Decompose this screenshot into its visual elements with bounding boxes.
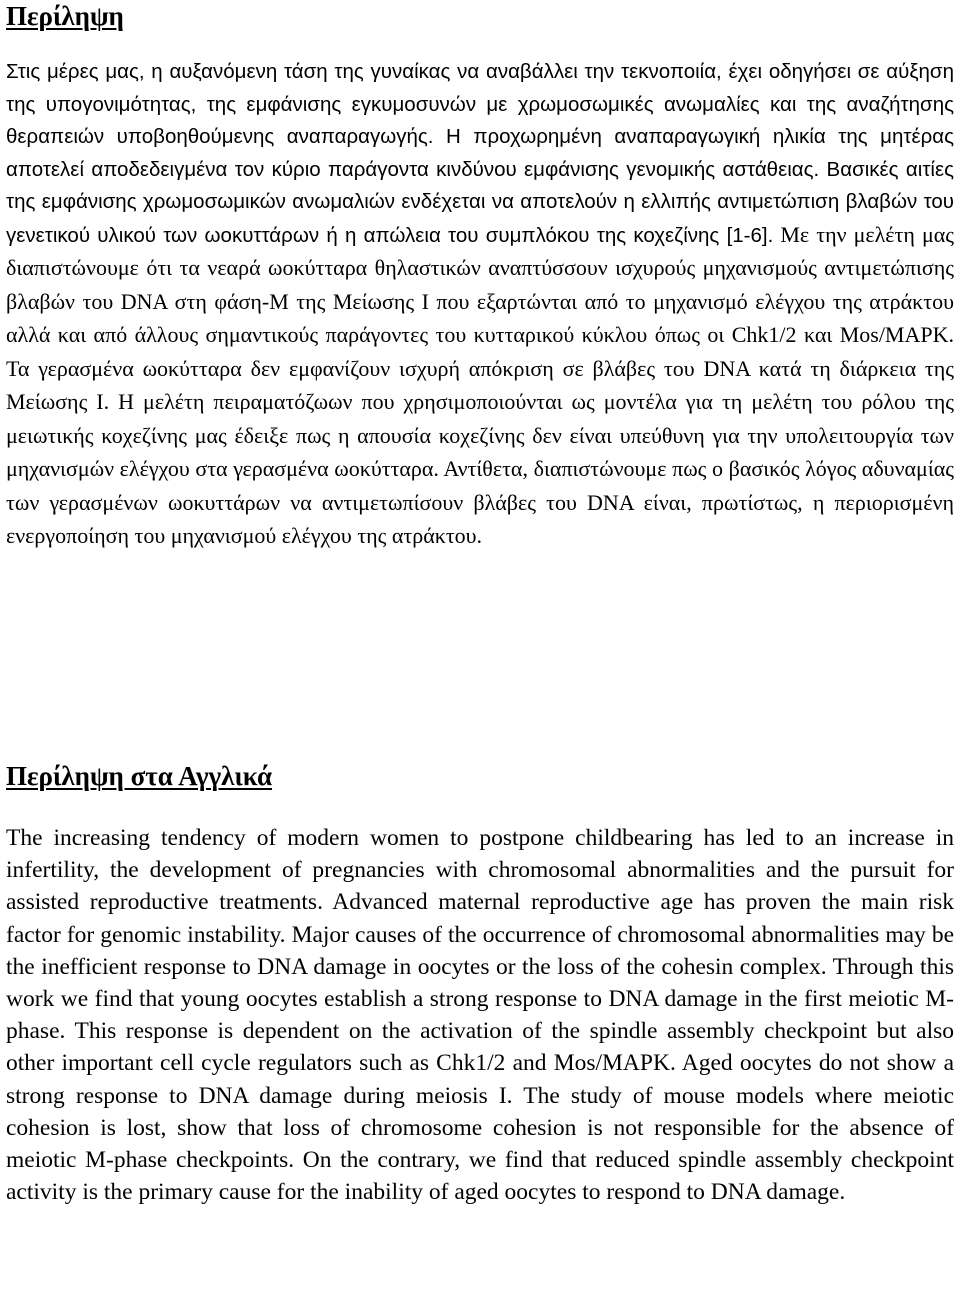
greek-abstract-text-sans: Στις μέρες μας, η αυξανόμενη τάση της γυναίκας να αναβάλλει την τεκνοποιία, έχει οδηγήσει σε αύξηση της υπογονιμότητας, της εμφάνισης εγκυμοσυνών με χρωμοσωμικές ανωμαλίες και της αναζήτησης θεραπειών υποβοηθούμενης αναπαραγωγής. Η προχωρημένη αναπαραγωγική ηλικία της μητέρας αποτελεί αποδεδειγμένα τον κύριο παράγοντα κινδύνου εμφάνισης γενομικής αστάθειας. Βασικές αιτίες της εμφάνισης χρωμοσωμικών ανωμαλιών ενδέχεται να αποτελούν η ελλιπής αντιμετώπιση βλαβών του γενετικού υλικού των ωοκυττάρων ή η απώλεια του συμπλόκου της κοχεζίνης [1-6]. xyxy=(6,60,954,247)
english-abstract-heading: Περίληψη στα Αγγλικά xyxy=(6,761,273,791)
english-abstract-paragraph: The increasing tendency of modern women to postpone childbearing has led to an increase in infertility, the development of pregnancies with chromosomal abnormalities and the pursuit for assisted reproductive treatments. Advanced maternal reproductive age has proven the main risk factor for genomic instability. Major causes of the occurrence of chromosomal abnormalities may be the inefficient response to DNA damage in oocytes or the loss of the cohesin complex. Through this work we find that young oocytes establish a strong response to DNA damage in the first meiotic M-phase. This response is dependent on the activation of the spindle assembly checkpoint but also other important cell cycle regulators such as Chk1/2 and Mos/MAPK. Aged oocytes do not show a strong response to DNA damage during meiosis I. The study of mouse models where meiotic cohesion is lost, show that loss of chromosome cohesion is not responsible for the absence of meiotic M-phase checkpoints. On the contrary, we find that reduced spindle assembly checkpoint activity is the primary cause for the inability of aged oocytes to respond to DNA damage. xyxy=(6,825,954,1206)
greek-abstract-text-serif: Με την μελέτη μας διαπιστώνουμε ότι τα νεαρά ωοκύτταρα θηλαστικών αναπτύσσουν ισχυρούς μηχανισμούς αντιμετώπισης βλαβών του DNA στη φάση-Μ της Μείωσης Ι που εξαρτώνται από το μηχανισμό ελέγχου της ατράκτου αλλά και από άλλους σημαντικούς παράγοντες του κυτταρικού κύκλου όπως οι Chk1/2 και Mos/MAPK. Τα γερασμένα ωοκύτταρα δεν εμφανίζουν ισχυρή απόκριση σε βλάβες του DNA κατά τη διάρκεια της Μείωσης Ι. Η μελέτη πειραματόζωων που χρησιμοποιούνται ως μοντέλα για τη μελέτη του ρόλου της μειωτικής κοχεζίνης μας έδειξε πως η απουσία κοχεζίνης δεν είναι υπεύθυνη για την υπολειτουργία των μηχανισμών ελέγχου στα γερασμένα ωοκύτταρα. Αντίθετα, διαπιστώνουμε πως ο βασικός λόγος αδυναμίας των γερασμένων ωοκυττάρων να αντιμετωπίσουν βλάβες του DNA είναι, πρωτίστως, η περιορισμένη ενεργοποίηση του μηχανισμού ελέγχου της ατράκτου. xyxy=(6,221,954,548)
greek-abstract-heading: Περίληψη xyxy=(6,1,124,31)
greek-abstract-paragraph xyxy=(6,56,954,554)
